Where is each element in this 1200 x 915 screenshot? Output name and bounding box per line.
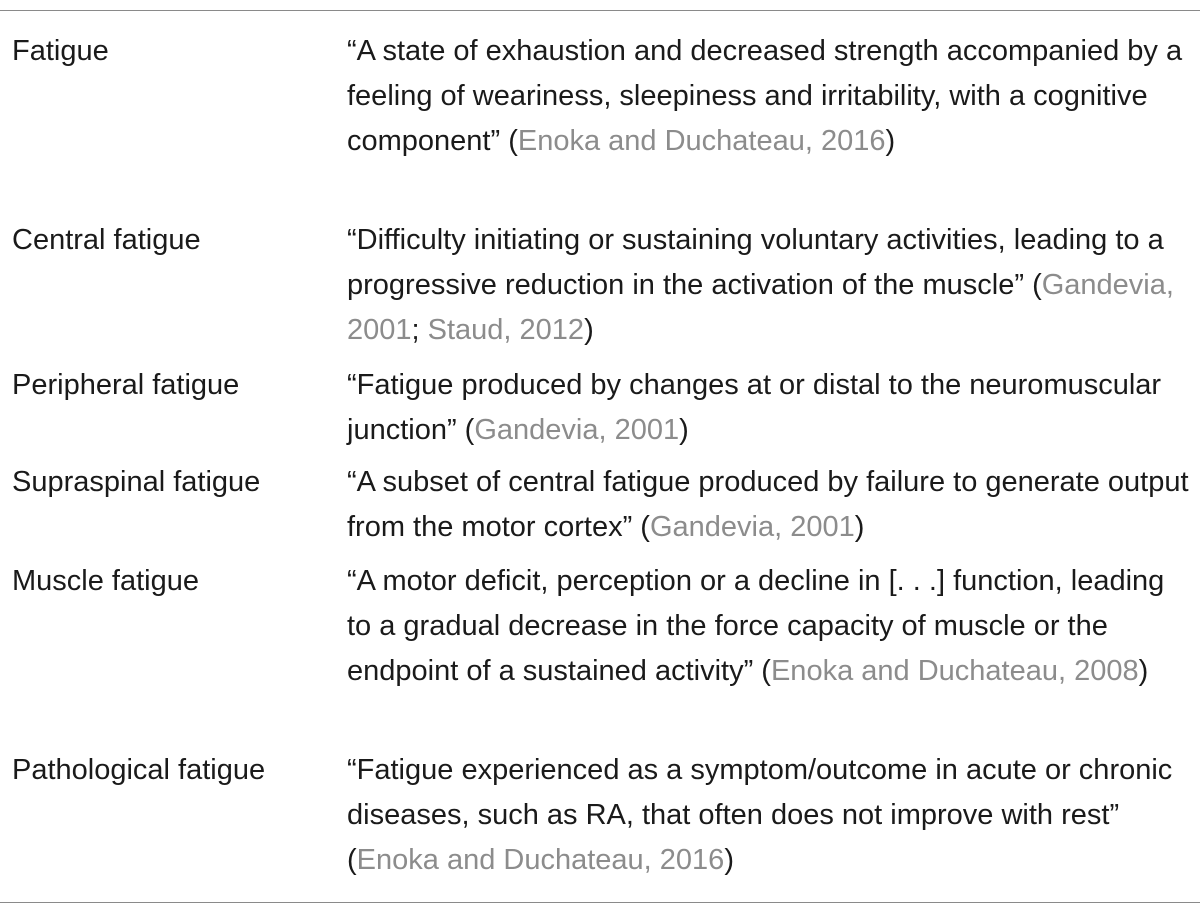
reference-link[interactable]: Enoka and Duchateau, 2016: [517, 125, 886, 157]
definition-text: “Fatigue produced by changes at or distal to the neuromuscular junction”: [347, 369, 1162, 446]
definition-cell: [347, 29, 1192, 164]
citation-open: (: [753, 655, 771, 687]
reference-link[interactable]: Gandevia, 2001: [474, 414, 680, 446]
reference-link[interactable]: Enoka and Duchateau, 2008: [770, 655, 1139, 687]
term-cell: Central fatigue: [12, 224, 201, 256]
definition-text: “A state of exhaustion and decreased strength accompanied by a feeling of weariness, sleepiness and irritability, with a cognitive component”: [347, 35, 1183, 157]
citation-open: (: [1024, 269, 1042, 301]
citation-open: (: [632, 511, 650, 543]
reference-link[interactable]: Staud, 2012: [427, 314, 585, 346]
definition-cell: [347, 218, 1192, 353]
definition-text: “Difficulty initiating or sustaining voluntary activities, leading to a progressive reduction in the activation of the muscle”: [347, 224, 1164, 301]
citation-close: ): [885, 125, 896, 157]
citation-close: ): [584, 314, 594, 346]
definition-text: “Fatigue experienced as a symptom/outcome in acute or chronic diseases, such as RA, that often does not improve with rest”: [347, 754, 1173, 831]
citation-close: ): [854, 511, 865, 543]
reference-link[interactable]: Enoka and Duchateau, 2016: [356, 844, 725, 876]
reference-separator: ;: [411, 314, 428, 346]
reference-link[interactable]: Gandevia, 2001: [649, 511, 855, 543]
term-cell: Muscle fatigue: [12, 565, 199, 597]
definition-cell: [347, 559, 1192, 694]
term-cell: Peripheral fatigue: [12, 369, 240, 401]
definition-text: “A motor deficit, perception or a decline in [. . .] function, leading to a gradual decrease in the force capacity of muscle or the endpoint of a sustained activity”: [347, 565, 1165, 687]
term-cell: Pathological fatigue: [12, 754, 266, 786]
citation-open: (: [347, 844, 357, 876]
citation-open: (: [500, 125, 518, 157]
definition-cell: [347, 363, 1192, 453]
definition-cell: [347, 748, 1192, 883]
table-bottom-rule: [0, 902, 1200, 903]
term-cell: Fatigue: [12, 35, 109, 67]
table-top-rule: [0, 10, 1200, 11]
term-cell: Supraspinal fatigue: [12, 466, 261, 498]
reference-link[interactable]: Gandevia, 2001: [347, 269, 1174, 346]
definition-cell: [347, 460, 1192, 550]
citation-close: ): [1138, 655, 1149, 687]
citation-open: (: [456, 414, 475, 446]
citation-close: ): [679, 414, 689, 446]
citation-close: ): [724, 844, 734, 876]
definition-text: “A subset of central fatigue produced by failure to generate output from the motor cortex”: [347, 466, 1189, 543]
